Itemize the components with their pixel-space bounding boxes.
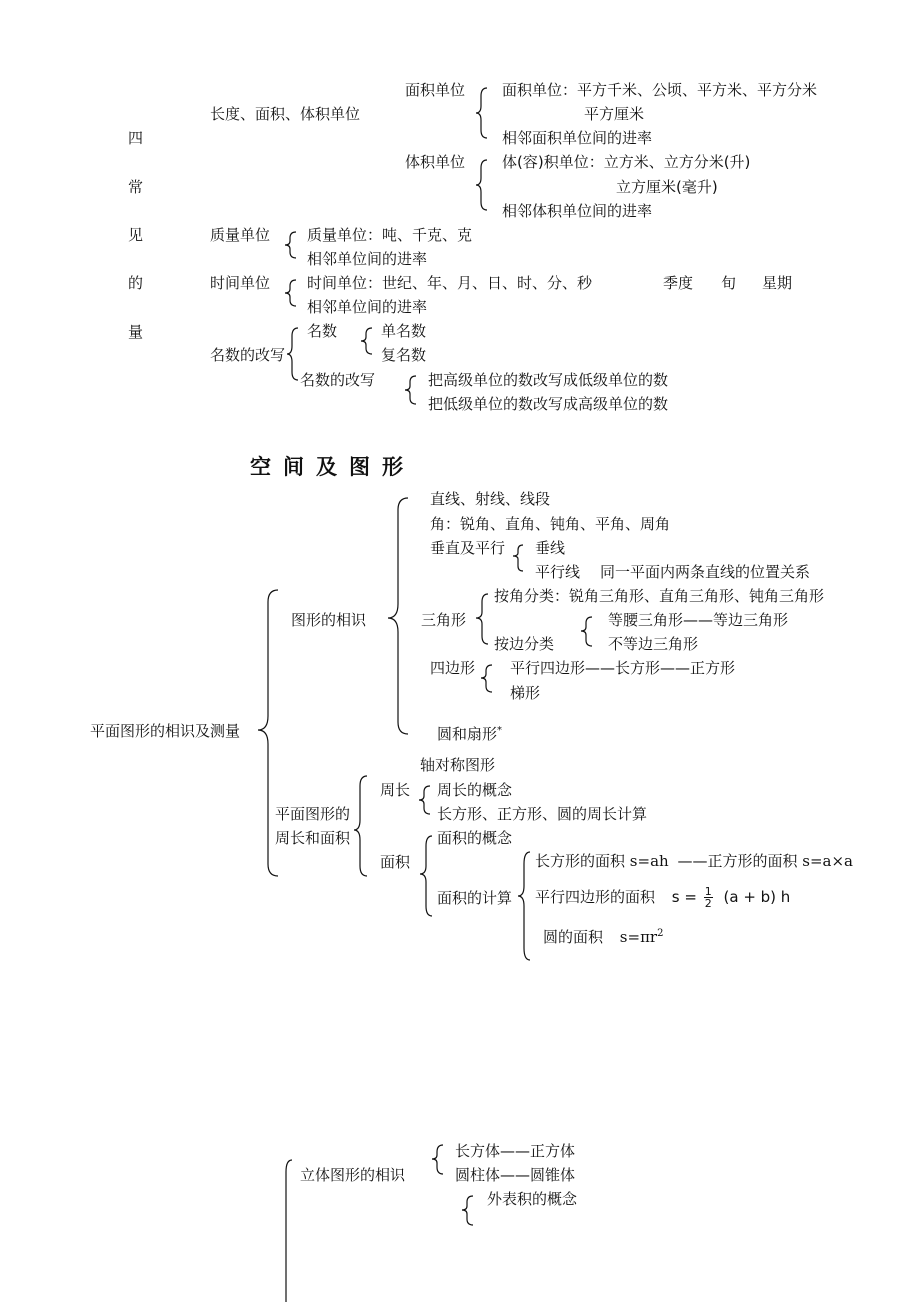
- asterisk-mark: *: [497, 725, 503, 736]
- surface-concept: 外表积的概念: [487, 1190, 578, 1208]
- area-unit-label: 面积单位: [405, 81, 466, 99]
- para-area-row: [535, 886, 790, 909]
- quadrilateral-label: 四边形: [430, 659, 476, 677]
- area-concept: 面积的概念: [437, 829, 513, 847]
- brace-solid-root: [286, 1160, 292, 1302]
- brace-mass: [285, 232, 296, 258]
- volume-rate: 相邻体积单位间的进率: [502, 202, 653, 220]
- time-xun: 旬: [721, 274, 737, 292]
- brace-by-side: [581, 617, 592, 646]
- brace-perimeter: [419, 786, 430, 814]
- brace-triangle: [476, 594, 488, 644]
- circle-sector-text: 圆和扇形: [437, 725, 498, 743]
- rect-area-row: [535, 851, 853, 871]
- time-season: 季度: [663, 274, 694, 292]
- brace-area-calc: [518, 852, 530, 960]
- brace-rewrite-sub: [405, 376, 416, 404]
- single-mingshu: 单名数: [381, 322, 427, 340]
- scalene-item: 不等边三角形: [608, 635, 699, 653]
- para-area-label: 平行四边形的面积: [535, 888, 656, 906]
- high-to-low: 把高级单位的数改写成低级单位的数: [428, 371, 669, 389]
- solid-root: 立体图形的相识: [300, 1166, 406, 1184]
- half-fraction: [704, 886, 713, 909]
- perimeter-concept: 周长的概念: [437, 781, 513, 799]
- brace-area: [420, 836, 432, 916]
- rect-area-label: 长方形的面积: [535, 852, 626, 870]
- perim-area-label-1: 平面图形的: [275, 805, 351, 823]
- side-char-5: 量: [128, 323, 144, 341]
- mass-units-list: 质量单位：吨、千克、克: [307, 226, 473, 244]
- para-formula-rest: (a + b) h: [723, 888, 791, 906]
- area-units-list: 面积单位：平方千米、公顷、平方米、平方分米: [502, 81, 818, 99]
- brace-perp: [513, 545, 523, 571]
- angles-item: 角：锐角、直角、钝角、平角、周角: [430, 515, 671, 533]
- mass-unit-label: 质量单位: [210, 226, 271, 244]
- brace-area-units: [476, 88, 487, 138]
- volume-unit-label: 体积单位: [405, 153, 466, 171]
- area-label: 面积: [380, 853, 411, 871]
- side-char-1: 四: [128, 129, 144, 147]
- perim-area-label-2: 周长和面积: [275, 829, 351, 847]
- circle-formula: s=πr: [619, 928, 658, 946]
- circle-area-label: 圆的面积: [543, 928, 604, 946]
- area-rate: 相邻面积单位间的进率: [502, 129, 653, 147]
- compound-mingshu: 复名数: [381, 346, 427, 364]
- volume-units-cont: 立方厘米(毫升): [616, 178, 718, 196]
- plane-root: 平面图形的相识及测量: [90, 722, 241, 740]
- circle-exponent: 2: [657, 928, 664, 939]
- rewrite-title: 名数的改写: [210, 346, 286, 364]
- circle-area-row: [543, 924, 663, 947]
- mingshu-label: 名数: [307, 322, 338, 340]
- brace-rewrite: [287, 328, 298, 380]
- side-char-4: 的: [128, 274, 144, 292]
- brace-mingshu: [361, 328, 372, 354]
- parallel-item: 平行线: [535, 563, 581, 581]
- brace-time: [285, 280, 296, 306]
- frac-numerator: 1: [704, 885, 712, 898]
- square-formula: s=a×a: [802, 852, 853, 870]
- isosceles-item: 等腰三角形——等边三角形: [608, 611, 789, 629]
- volume-units-list: 体(容)积单位：立方米、立方分米(升): [502, 153, 751, 171]
- rect-formula: s=ah: [629, 852, 669, 870]
- cuboid-item: 长方体——正方体: [455, 1142, 576, 1160]
- side-char-3: 见: [128, 226, 144, 244]
- frac-denominator: 2: [704, 897, 712, 910]
- square-area-label: ——正方形的面积: [677, 852, 798, 870]
- side-char-2: 常: [128, 178, 144, 196]
- by-angle-item: 按角分类：锐角三角形、直角三角形、钝角三角形: [494, 587, 825, 605]
- area-units-cont: 平方厘米: [584, 105, 645, 123]
- brace-perim-area: [354, 776, 367, 876]
- parallel-desc: 同一平面内两条直线的位置关系: [600, 563, 811, 581]
- para-formula-s: s =: [671, 888, 697, 906]
- rewrite-sub: 名数的改写: [300, 371, 376, 389]
- section-heading: 空间及图形: [250, 455, 415, 479]
- area-calc-label: 面积的计算: [437, 889, 513, 907]
- perp-parallel-label: 垂直及平行: [430, 539, 506, 557]
- brace-surface: [462, 1196, 473, 1225]
- time-units-list: 时间单位：世纪、年、月、日、时、分、秒: [307, 274, 593, 292]
- cylinder-item: 圆柱体——圆锥体: [455, 1166, 576, 1184]
- by-side-label: 按边分类: [494, 635, 555, 653]
- triangle-label: 三角形: [421, 611, 467, 629]
- time-unit-label: 时间单位: [210, 274, 271, 292]
- low-to-high: 把低级单位的数改写成高级单位的数: [428, 395, 669, 413]
- brace-solid-types: [432, 1145, 443, 1174]
- perimeter-calc: 长方形、正方形、圆的周长计算: [437, 805, 648, 823]
- length-area-volume-label: 长度、面积、体积单位: [210, 105, 361, 123]
- trapezoid-item: 梯形: [510, 684, 541, 702]
- circle-sector-item: [437, 721, 502, 744]
- axis-symmetry-item: 轴对称图形: [420, 756, 496, 774]
- time-week: 星期: [762, 274, 793, 292]
- brace-quad: [481, 665, 492, 692]
- recognition-label: 图形的相识: [291, 611, 367, 629]
- parallelogram-item: 平行四边形——长方形——正方形: [510, 659, 736, 677]
- lines-item: 直线、射线、线段: [430, 490, 551, 508]
- perpendicular-item: 垂线: [535, 539, 566, 557]
- perimeter-label: 周长: [380, 781, 411, 799]
- brace-recognition: [388, 498, 408, 734]
- mass-rate: 相邻单位间的进率: [307, 250, 428, 268]
- time-rate: 相邻单位间的进率: [307, 298, 428, 316]
- brace-volume-units: [476, 160, 487, 210]
